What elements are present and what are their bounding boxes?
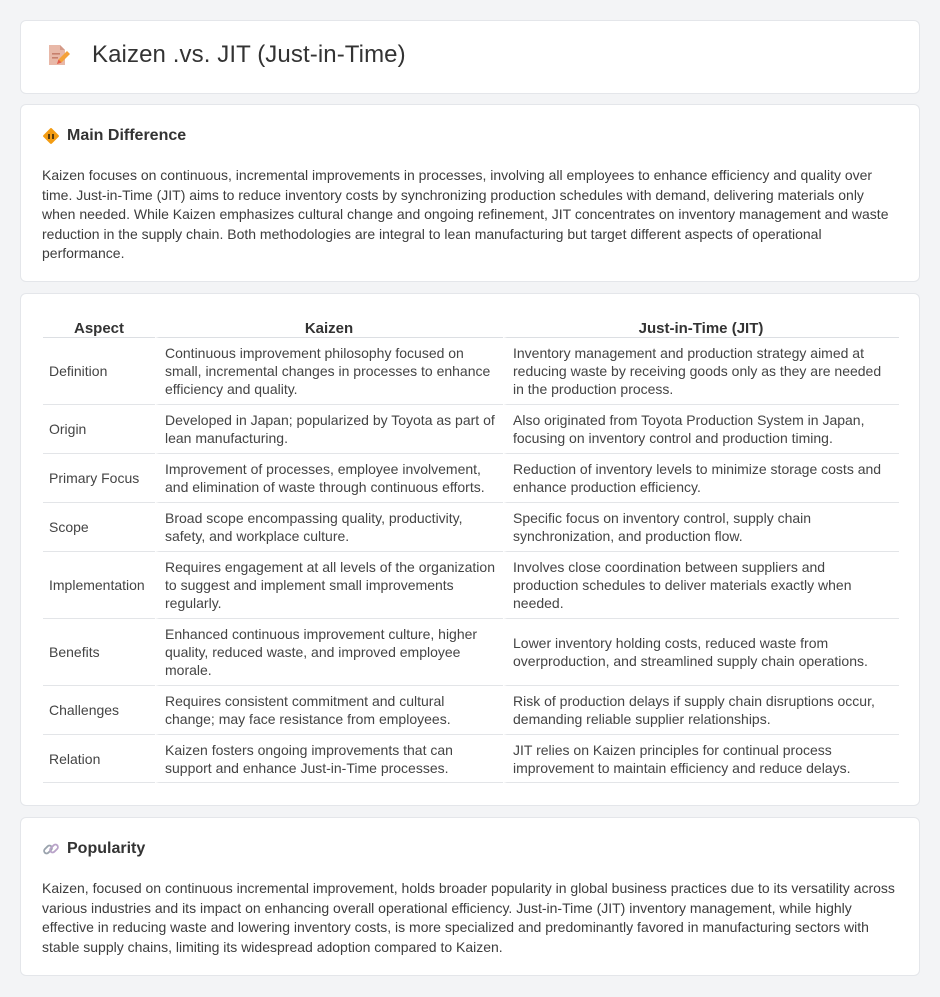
- popularity-text: Kaizen, focused on continuous incremental improvement, holds broader popularity in global business practices due to its versatility across various industries and its impact on enhancing overall operational efficiency. Just-in-Time (JIT) inventory management, while highly effective in reducing waste and lowering inventory costs, is more specialized and predominantly favored in manufacturing sectors with stable supply chains, limiting its widespread adoption compared to Kaizen.: [42, 880, 895, 955]
- aspect-cell: Implementation: [43, 551, 155, 618]
- aspect-cell: Primary Focus: [43, 453, 155, 502]
- kaizen-cell: Enhanced continuous improvement culture, higher quality, reduced waste, and improved employee morale.: [155, 618, 503, 685]
- table-row: [43, 551, 899, 618]
- jit-cell: Inventory management and production strategy aimed at reducing waste by receiving goods only as they are needed in the production process.: [503, 337, 899, 404]
- title-card: [20, 20, 920, 94]
- aspect-cell: Challenges: [43, 685, 155, 734]
- table-header-row: [43, 316, 899, 337]
- table-row: [43, 337, 899, 404]
- table-row: [43, 453, 899, 502]
- jit-cell: JIT relies on Kaizen principles for continual process improvement to maintain efficiency and reduce delays.: [503, 734, 899, 783]
- aspect-cell: Relation: [43, 734, 155, 783]
- header-jit: Just-in-Time (JIT): [638, 320, 764, 337]
- aspect-cell: Benefits: [43, 618, 155, 685]
- title-row: [46, 41, 406, 69]
- comparison-table: [43, 316, 899, 783]
- kaizen-cell: Kaizen fosters ongoing improvements that can support and enhance Just-in-Time processes.: [155, 734, 503, 783]
- page-title: Kaizen .vs. JIT (Just-in-Time): [92, 41, 406, 68]
- jit-cell: Reduction of inventory levels to minimize storage costs and enhance production efficiency.: [503, 453, 899, 502]
- aspect-cell: Definition: [43, 337, 155, 404]
- diamond-sign-icon: [42, 127, 60, 145]
- header-kaizen: Kaizen: [304, 320, 354, 337]
- kaizen-cell: Developed in Japan; popularized by Toyota as part of lean manufacturing.: [155, 404, 503, 453]
- table-row: [43, 404, 899, 453]
- kaizen-cell: Continuous improvement philosophy focused on small, incremental changes in processes to enhance efficiency and quality.: [155, 337, 503, 404]
- document-edit-icon: [46, 42, 70, 68]
- popularity-card: [20, 817, 920, 976]
- kaizen-cell: Requires engagement at all levels of the organization to suggest and implement small improvements regularly.: [155, 551, 503, 618]
- jit-cell: Risk of production delays if supply chain disruptions occur, demanding reliable supplier relationships.: [503, 685, 899, 734]
- table-row: [43, 734, 899, 783]
- jit-cell: Also originated from Toyota Production System in Japan, focusing on inventory control and production timing.: [503, 404, 899, 453]
- comparison-card: [20, 293, 920, 806]
- main-difference-heading: Main Difference: [67, 127, 187, 144]
- link-icon: [42, 840, 60, 858]
- jit-cell: Involves close coordination between suppliers and production schedules to deliver materials exactly when needed.: [503, 551, 899, 618]
- main-difference-card: [20, 104, 920, 282]
- main-difference-text: Kaizen focuses on continuous, incremental improvements in processes, involving all employees to enhance efficiency and quality over time. Just-in-Time (JIT) aims to reduce inventory costs by synchronizing production schedules with demand, delivering materials only when needed. While Kaizen emphasizes cultural change and ongoing refinement, JIT concentrates on inventory management and waste reduction in the supply chain. Both methodologies are integral to lean manufacturing but target different aspects of operational performance.: [42, 167, 889, 261]
- aspect-cell: Origin: [43, 404, 155, 453]
- jit-cell: Specific focus on inventory control, supply chain synchronization, and production flow.: [503, 502, 899, 551]
- kaizen-cell: Broad scope encompassing quality, productivity, safety, and workplace culture.: [155, 502, 503, 551]
- table-row: [43, 685, 899, 734]
- table-row: [43, 502, 899, 551]
- header-aspect: Aspect: [73, 320, 125, 337]
- aspect-cell: Scope: [43, 502, 155, 551]
- table-row: [43, 618, 899, 685]
- jit-cell: Lower inventory holding costs, reduced waste from overproduction, and streamlined supply chain operations.: [503, 618, 899, 685]
- main-difference-header: [42, 127, 186, 145]
- popularity-header: [42, 840, 145, 858]
- kaizen-cell: Requires consistent commitment and cultural change; may face resistance from employees.: [155, 685, 503, 734]
- kaizen-cell: Improvement of processes, employee involvement, and elimination of waste through continuous efforts.: [155, 453, 503, 502]
- popularity-heading: Popularity: [67, 840, 146, 857]
